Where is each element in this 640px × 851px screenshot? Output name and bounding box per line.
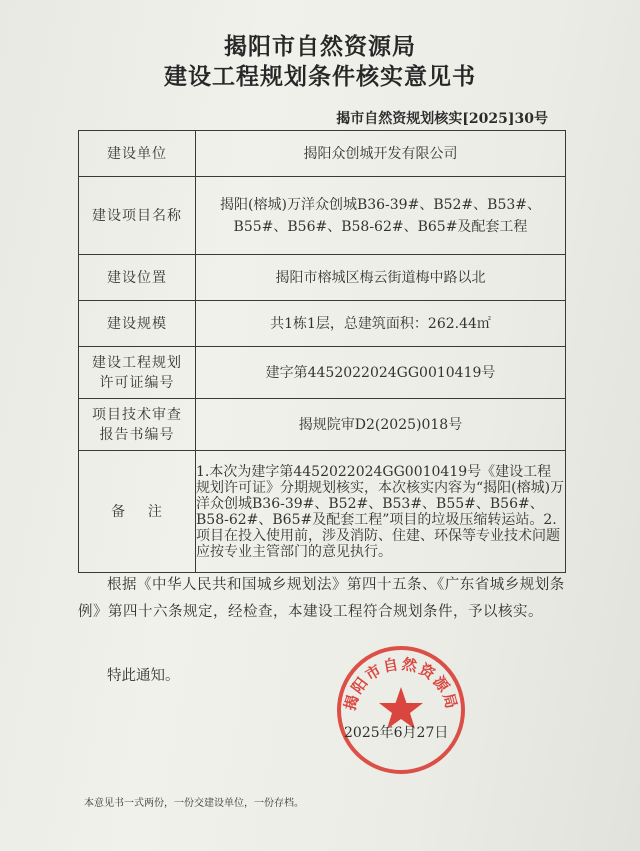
row-label bbox=[79, 347, 196, 399]
footer-note: 本意见书一式两份，一份交建设单位，一份存档。 bbox=[84, 798, 304, 809]
table-row bbox=[79, 301, 566, 347]
row-label bbox=[79, 399, 196, 451]
row-label: 建设项目名称 bbox=[79, 177, 196, 255]
row-label: 建设位置 bbox=[79, 255, 196, 301]
document-number: 揭市自然资规划核实[2025]30号 bbox=[336, 111, 548, 127]
seal-text: 揭阳市自然资源局 bbox=[340, 654, 462, 713]
table-row bbox=[79, 399, 566, 451]
table-row bbox=[79, 347, 566, 399]
document-title-agency: 揭阳市自然资源局 bbox=[224, 33, 416, 60]
issue-date: 2025年6月27日 bbox=[344, 725, 449, 741]
row-value: 揭规院审D2(2025)018号 bbox=[196, 399, 566, 451]
remarks-text: 1.本次为建字第4452022024GG0010419号《建设工程规划许可证》分期规划核实，本次核实内容为“揭阳(榕城)万洋众创城B36-39#、B52#、B53#、B55#、B56#、B58-62#、B65#及配套工程”项目的垃圾压缩转运站。2.项目在投入使用前，涉及消防、住建、环保等专业技术问题应按专业主管部门的意见执行。 bbox=[196, 451, 566, 573]
table-row bbox=[79, 255, 566, 301]
notice-text: 特此通知。 bbox=[107, 668, 180, 684]
official-seal bbox=[334, 643, 468, 777]
table-row bbox=[79, 131, 566, 177]
body-paragraph: 根据《中华人民共和国城乡规划法》第四十五条、《广东省城乡规划条例》第四十六条规定，经检查，本建设工程符合规划条件，予以核实。 bbox=[78, 577, 565, 620]
table-row bbox=[79, 451, 566, 573]
row-value: 揭阳众创城开发有限公司 bbox=[196, 131, 566, 177]
info-table bbox=[78, 130, 566, 573]
row-label: 备 注 bbox=[79, 451, 196, 573]
row-value: 揭阳市榕城区梅云街道梅中路以北 bbox=[196, 255, 566, 301]
row-label-text: 项目技术审查报告书编号 bbox=[92, 406, 182, 443]
row-value: 揭阳(榕城)万洋众创城B36-39#、B52#、B53#、B55#、B56#、B58-62#、B65#及配套工程 bbox=[196, 177, 566, 255]
row-label-text: 建设工程规划许可证编号 bbox=[92, 354, 182, 391]
document-title: 建设工程规划条件核实意见书 bbox=[164, 63, 476, 90]
row-label: 建设单位 bbox=[79, 131, 196, 177]
row-label: 建设规模 bbox=[79, 301, 196, 347]
table-row bbox=[79, 177, 566, 255]
row-value: 共1栋1层，总建筑面积：262.44㎡ bbox=[196, 301, 566, 347]
row-value: 建字第4452022024GG0010419号 bbox=[196, 347, 566, 399]
